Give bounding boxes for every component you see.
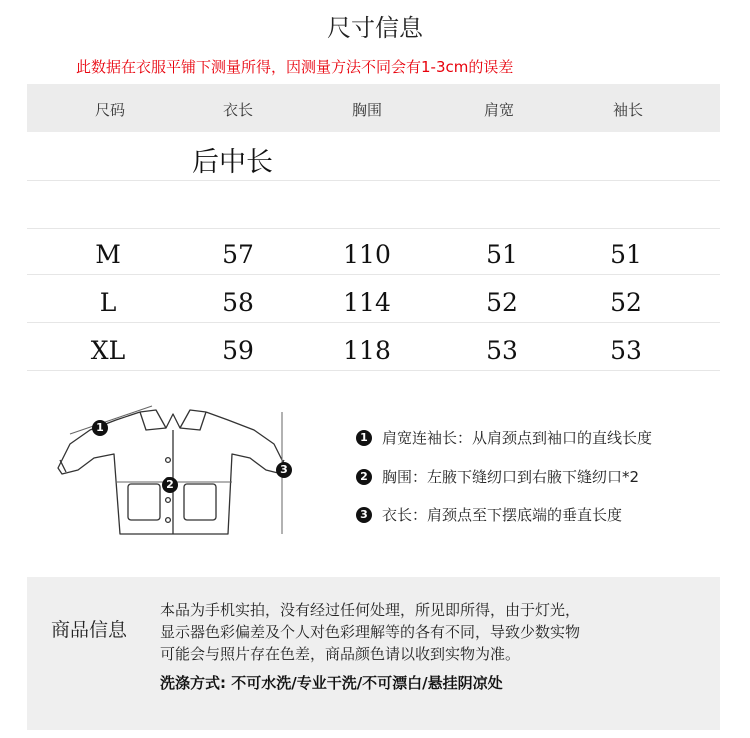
legend-number: 3 <box>356 507 372 523</box>
legend-text: 胸围：左腋下缝纫口到右腋下缝纫口*2 <box>382 468 640 486</box>
product-info-panel <box>27 577 720 730</box>
legend-item <box>356 504 622 525</box>
row-divider <box>27 180 720 181</box>
header-chest: 胸围 <box>351 101 383 119</box>
header-size: 尺码 <box>94 101 126 119</box>
legend-item <box>356 466 639 487</box>
row-divider <box>27 274 720 275</box>
marker-2: 2 <box>162 477 178 493</box>
cell-sleeve: 53 <box>610 336 642 365</box>
cell-sleeve: 52 <box>610 288 642 317</box>
wash-instructions: 洗涤方式: 不可水洗/专业干洗/不可漂白/悬挂阴凉处 <box>160 674 503 692</box>
back-length-label: 后中长 <box>192 147 273 178</box>
cell-sleeve: 51 <box>610 240 642 269</box>
product-info-line: 可能会与照片存在色差，商品颜色请以收到实物为准。 <box>160 645 521 663</box>
header-shoulder: 肩宽 <box>483 101 515 119</box>
table-row <box>27 282 720 322</box>
table-header-row <box>27 84 720 132</box>
jacket-diagram <box>50 400 310 550</box>
cell-chest: 118 <box>343 336 391 365</box>
cell-length: 58 <box>222 288 254 317</box>
row-divider <box>27 370 720 371</box>
header-length: 衣长 <box>222 101 254 119</box>
cell-shoulder: 53 <box>486 336 518 365</box>
product-info-line: 本品为手机实拍，没有经过任何处理，所见即所得，由于灯光， <box>160 601 581 619</box>
legend-number: 2 <box>356 469 372 485</box>
product-info-line: 显示器色彩偏差及个人对色彩理解等的各有不同，导致少数实物 <box>160 623 581 641</box>
page-title: 尺寸信息 <box>327 14 423 42</box>
cell-size: L <box>99 288 117 317</box>
legend-item <box>356 427 652 448</box>
cell-chest: 114 <box>343 288 391 317</box>
cell-shoulder: 51 <box>486 240 518 269</box>
legend-number: 1 <box>356 430 372 446</box>
row-divider <box>27 228 720 229</box>
marker-3: 3 <box>276 462 292 478</box>
header-sleeve: 袖长 <box>612 101 644 119</box>
table-row <box>27 330 720 370</box>
measurement-note: 此数据在衣服平铺下测量所得，因测量方法不同会有1-3cm的误差 <box>76 58 514 76</box>
table-row <box>27 234 720 274</box>
cell-shoulder: 52 <box>486 288 518 317</box>
cell-length: 57 <box>222 240 254 269</box>
row-divider <box>27 322 720 323</box>
product-info-label: 商品信息 <box>51 619 128 641</box>
legend-text: 衣长：肩颈点至下摆底端的垂直长度 <box>382 506 623 524</box>
cell-size: XL <box>90 336 126 365</box>
cell-chest: 110 <box>343 240 391 269</box>
marker-1: 1 <box>92 420 108 436</box>
cell-size: M <box>95 240 121 269</box>
legend-text: 肩宽连袖长：从肩颈点到袖口的直线长度 <box>382 429 653 447</box>
cell-length: 59 <box>222 336 254 365</box>
